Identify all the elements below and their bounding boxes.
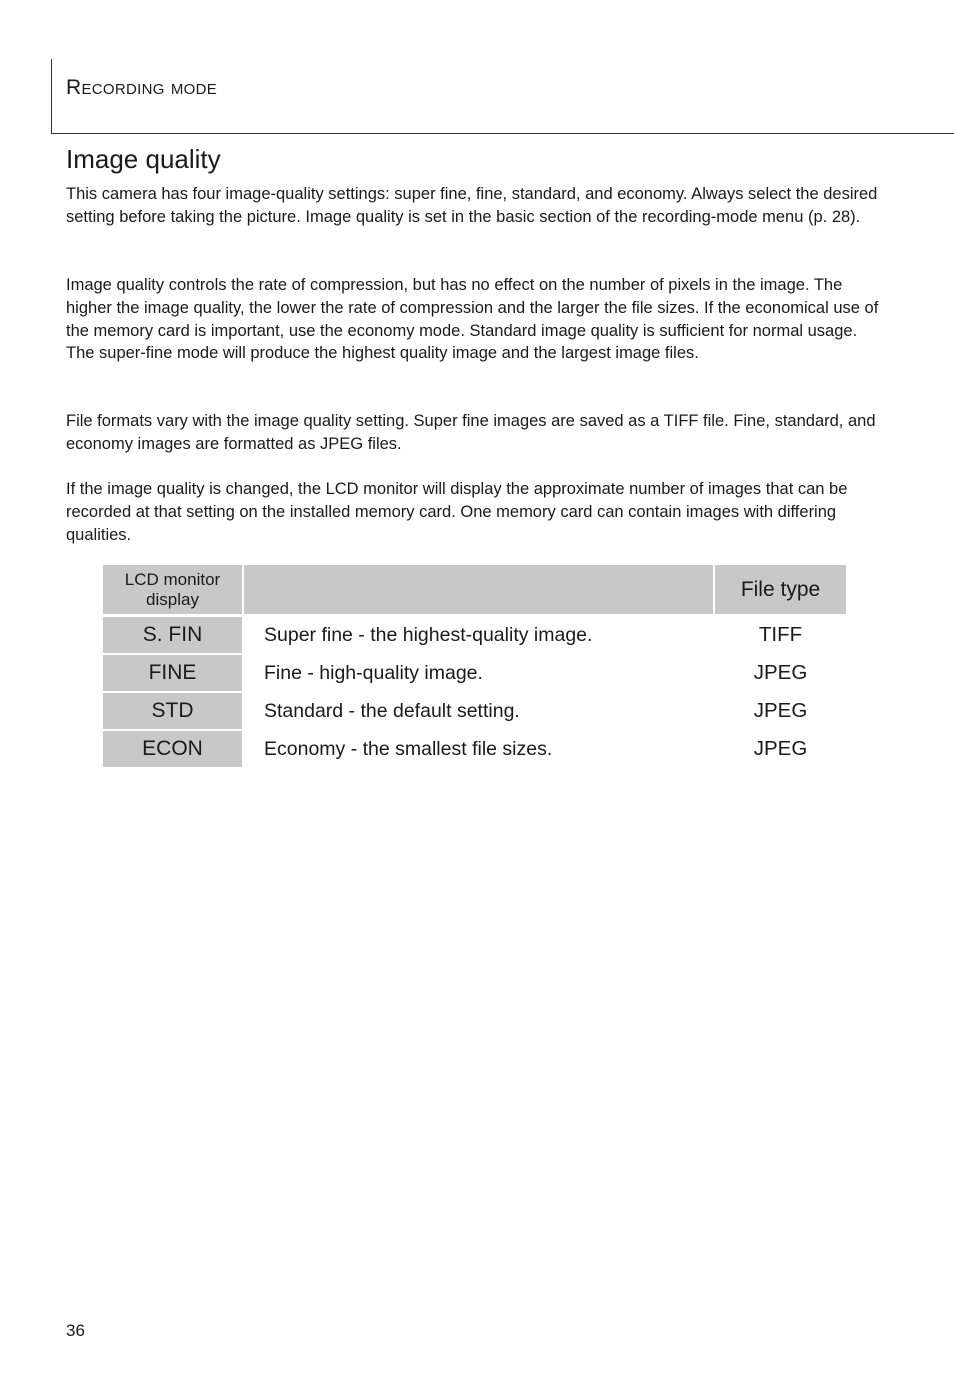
description-cell: Super fine - the highest-quality image. [242,614,715,653]
table-row [103,653,846,691]
table-row [103,691,846,729]
table-row [103,614,846,653]
header-lcd-line1: LCD monitor [124,569,221,589]
description-cell: Standard - the default setting. [242,691,715,729]
header-horizontal-rule [51,133,954,134]
header-vertical-rule [51,59,52,134]
file-type-cell: JPEG [715,729,846,767]
paragraph-lcd-count: If the image quality is changed, the LCD monitor will display the approximate number of images that can be recorded at that setting on the installed memory card. One memory card can contain images with differing qualities. [66,480,848,544]
header-lcd-display [103,565,242,614]
file-type-cell: JPEG [715,691,846,729]
paragraph-file-formats: File formats vary with the image quality setting. Super fine images are saved as a TIFF file. Fine, standard, and economy images are formatted as JPEG files. [66,412,876,453]
image-quality-table [103,565,846,767]
header-file-type: File type [715,565,846,614]
paragraph-intro: This camera has four image-quality settings: super fine, fine, standard, and economy. Always select the desired setting before taking the picture. Image quality is set in the basic section of the recording-mode menu (p. 28). [66,185,878,226]
page-title: Image quality [66,144,221,174]
lcd-display-cell: S. FIN [103,614,242,653]
paragraph-compression: Image quality controls the rate of compression, but has no effect on the number of pixels in the image. The higher the image quality, the lower the rate of compression and the larger the file sizes. If the economical use of the memory card is important, use the economy mode. Standard image quality is sufficient for normal usage. The super-fine mode will produce the highest quality image and the largest image files. [66,276,879,363]
table-header-row [103,565,846,614]
description-cell: Economy - the smallest file sizes. [242,729,715,767]
file-type-cell: JPEG [715,653,846,691]
lcd-display-cell: ECON [103,729,242,767]
section-header: Recording mode [66,76,218,99]
header-description [242,565,715,614]
lcd-display-cell: STD [103,691,242,729]
header-lcd-line2: display [146,589,199,609]
page-number: 36 [66,1321,85,1340]
table-row [103,729,846,767]
lcd-display-cell: FINE [103,653,242,691]
file-type-cell: TIFF [715,614,846,653]
description-cell: Fine - high-quality image. [242,653,715,691]
